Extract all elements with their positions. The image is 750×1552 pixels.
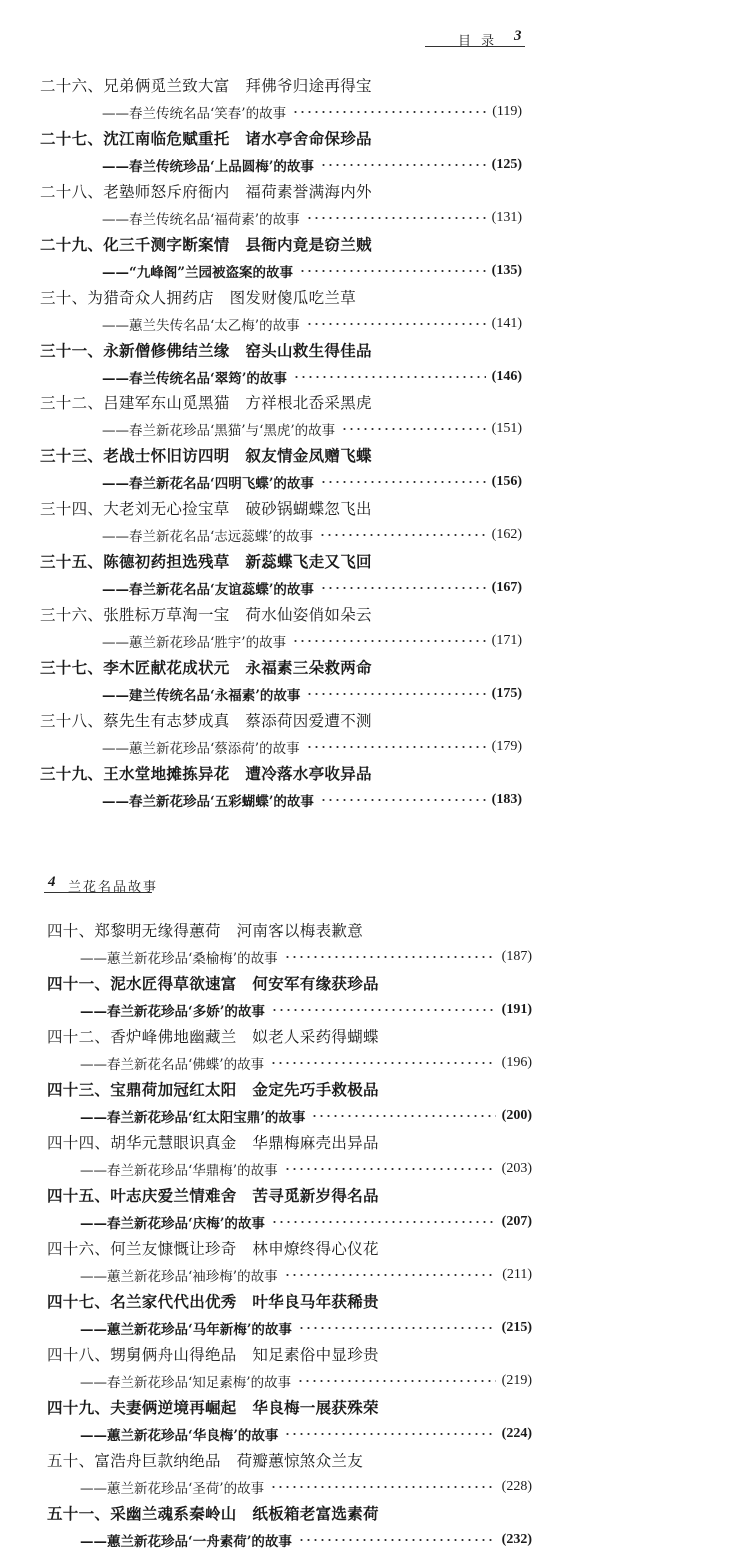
toc-entry-page: (196) [501, 1055, 532, 1070]
toc-entry-title: 三十五、陈德初药担选残草 新蕊蝶飞走又飞回 [40, 552, 372, 572]
header-title: 目 录 [458, 34, 498, 49]
toc-entry-title: 五十、富浩舟巨款纳绝品 荷瓣蕙惊煞众兰友 [47, 1452, 364, 1470]
toc-entry [40, 764, 522, 812]
leader-dots [284, 1268, 497, 1282]
toc-entry-title: 三十三、老战士怀旧访四明 叙友情金凤赠飞蝶 [40, 446, 372, 466]
toc-entry-page: (224) [501, 1426, 532, 1441]
toc-entry-title: 二十八、老塾师怒斥府衙内 福荷素誉满海内外 [40, 182, 372, 201]
toc-entry-page: (131) [491, 209, 522, 225]
toc-entry [47, 1186, 532, 1234]
toc-entry-subtitle: ——蕙兰新花珍品‘胜宇’的故事 [102, 635, 287, 651]
toc-entry-subtitle: ——蕙兰新花珍品‘袖珍梅’的故事 [80, 1269, 278, 1285]
toc-entry-subtitle: ——蕙兰新花珍品‘一舟素荷’的故事 [80, 1534, 292, 1550]
toc-entry [40, 499, 522, 547]
toc-entry-page: (141) [491, 315, 522, 331]
toc-entry [47, 1080, 532, 1128]
toc-entry-subtitle: ——蕙兰新花珍品‘圣荷’的故事 [80, 1481, 265, 1497]
toc-entry-title: 四十四、胡华元慧眼识真金 华鼎梅麻壳出异品 [47, 1134, 379, 1152]
leader-dots [311, 1109, 495, 1123]
toc-entry-subtitle-row [102, 631, 522, 651]
toc-entry-title: 二十七、沈江南临危赋重托 诸水亭舍命保珍品 [40, 128, 372, 148]
toc-entry-subtitle: ——春兰传统名品‘翠筠’的故事 [102, 370, 287, 387]
toc-entry-subtitle-row [102, 155, 522, 175]
toc-entry-subtitle-row [102, 419, 522, 439]
toc-entry [40, 235, 522, 283]
toc-entry-page: (171) [491, 633, 522, 648]
leader-dots [320, 581, 486, 595]
toc-entry-title: 三十八、蔡先生有志梦成真 蔡添荷因爱遭不测 [40, 711, 372, 730]
toc-entry [40, 605, 522, 653]
toc-entry-subtitle: ——建兰传统名品‘永福素’的故事 [102, 687, 301, 704]
toc-entry-page: (146) [491, 368, 522, 384]
toc-entry [40, 76, 522, 124]
toc-entry-subtitle: ——春兰新花珍品‘黑猫’与‘黑虎’的故事 [102, 423, 336, 440]
toc-entry-title: 四十二、香炉峰佛地幽藏兰 姒老人采药得蝴蝶 [47, 1028, 379, 1046]
toc-entry-title: 三十七、李木匠献花成状元 永福素三朵救两命 [40, 657, 372, 677]
toc-entry-subtitle-row [102, 737, 522, 757]
toc-entry-page: (228) [501, 1479, 532, 1494]
toc-entry-title: 四十、郑黎明无缘得蕙荷 河南客以梅表歉意 [47, 922, 364, 940]
toc-entry-page: (219) [501, 1373, 532, 1388]
toc-entry-page: (232) [501, 1532, 532, 1547]
toc-entry-subtitle-row [80, 1000, 532, 1020]
toc-entry-subtitle-row [80, 1159, 532, 1179]
toc-entry-subtitle: ——春兰新花珍品‘五彩蝴蝶’的故事 [102, 793, 314, 810]
toc-entry [47, 1345, 532, 1393]
toc-entry-page: (167) [491, 580, 522, 596]
toc-entry-subtitle: ——春兰新花名品‘友谊蕊蝶’的故事 [102, 582, 314, 599]
toc-entry-page: (151) [491, 421, 522, 437]
toc-entry-title: 三十九、王水堂地摊拣异花 遭冷落水亭收异品 [40, 763, 372, 783]
toc-entry-subtitle: ——春兰传统名品‘福荷素’的故事 [102, 211, 300, 228]
toc-entry [47, 974, 532, 1022]
toc-entry-subtitle-row [102, 790, 522, 810]
toc-entry-page: (207) [501, 1214, 532, 1229]
toc-entry-subtitle-row [102, 102, 522, 122]
leader-dots [320, 158, 486, 172]
toc-entry-title: 三十六、张胜标万草淘一宝 荷水仙姿俏如朵云 [40, 606, 372, 624]
toc-entry-subtitle-row [80, 1530, 532, 1550]
toc-entry-subtitle-row [102, 684, 522, 704]
toc-entry-subtitle: ——“九峰阁”兰园被盗案的故事 [102, 264, 294, 281]
toc-entry-subtitle: ——春兰新花名品‘志远蕊蝶’的故事 [102, 529, 314, 546]
toc-entry-title: 四十九、夫妻俩逆境再崛起 华良梅一展获殊荣 [47, 1398, 379, 1417]
toc-entry-subtitle: ——蕙兰失传名品‘太乙梅’的故事 [102, 317, 300, 334]
toc-entry-subtitle-row [80, 1477, 532, 1497]
leader-dots [271, 1215, 496, 1229]
toc-entry [40, 446, 522, 494]
toc-entry-page: (119) [492, 104, 522, 119]
toc-entry [40, 711, 522, 759]
leader-dots [270, 1056, 496, 1070]
leader-dots [319, 528, 486, 542]
toc-entry-subtitle: ——春兰新花珍品‘多娇’的故事 [80, 1004, 265, 1020]
toc-entry-title: 二十九、化三千测字断案情 县衙内竟是窃兰贼 [40, 234, 372, 254]
toc-entry-subtitle-row [102, 314, 522, 334]
toc-entry [40, 288, 522, 336]
toc-entry [47, 1027, 532, 1075]
toc-entry [47, 1504, 532, 1552]
toc-entry [40, 658, 522, 706]
toc-entry-page: (179) [491, 738, 522, 754]
toc-entry-title: 三十、为猎奇众人拥药店 图发财傻瓜吃兰草 [40, 288, 357, 307]
leader-dots [284, 1162, 496, 1176]
toc-entry-subtitle-row [80, 1053, 532, 1073]
toc-entry-subtitle-row [80, 1371, 532, 1391]
toc-entry-title: 四十三、宝鼎荷加冠红太阳 金定先巧手救极品 [47, 1080, 379, 1099]
toc-entry-title: 四十五、叶志庆爱兰情难舍 苦寻觅新岁得名品 [47, 1186, 379, 1205]
toc-entry-subtitle-row [80, 1318, 532, 1338]
toc-entry-subtitle: ——春兰新花珍品‘知足素梅’的故事 [80, 1375, 292, 1391]
leader-dots [320, 475, 486, 489]
leader-dots [320, 793, 486, 807]
toc-entry-title: 二十六、兄弟俩觅兰致大富 拜佛爷归途再得宝 [40, 77, 372, 95]
toc-entry-page: (183) [491, 791, 522, 807]
page-header-3 [0, 28, 750, 58]
toc-entry-subtitle-row [102, 367, 522, 387]
header-rule [425, 46, 525, 47]
toc-entry-page: (200) [501, 1108, 532, 1123]
toc-entry-title: 四十一、泥水匠得草欲速富 何安军有缘获珍品 [47, 974, 379, 993]
header-title: 兰花名品故事 [68, 880, 159, 895]
toc-entry [47, 1451, 532, 1499]
toc-entry-subtitle-row [102, 261, 522, 281]
leader-dots [271, 1003, 496, 1017]
toc-entry-title: 四十六、何兰友慷慨让珍奇 林申燎终得心仪花 [47, 1240, 379, 1258]
toc-entry-subtitle: ——蕙兰新花珍品‘马年新梅’的故事 [80, 1322, 292, 1338]
toc-entry-subtitle: ——蕙兰新花珍品‘桑榆梅’的故事 [80, 951, 278, 967]
toc-entry-title: 五十一、采幽兰魂系秦岭山 纸板箱老富选素荷 [47, 1504, 379, 1523]
toc-entry [47, 921, 532, 969]
leader-dots [270, 1480, 496, 1494]
toc-entry [47, 1239, 532, 1287]
toc-entry-subtitle: ——春兰新花珍品‘华鼎梅’的故事 [80, 1163, 278, 1179]
leader-dots [299, 264, 486, 278]
toc-entry [47, 1133, 532, 1181]
leader-dots [298, 1533, 496, 1547]
leader-dots [284, 1427, 495, 1441]
leader-dots [306, 317, 486, 331]
leader-dots [284, 950, 496, 964]
toc-entry-title: 三十一、永新僧修佛结兰缘 窑头山救生得佳品 [40, 340, 372, 360]
toc-entry [47, 1398, 532, 1446]
toc-entry-title: 四十八、甥舅俩舟山得绝品 知足素俗中显珍贵 [47, 1346, 379, 1364]
leader-dots [306, 740, 486, 754]
toc-entry-subtitle-row [102, 578, 522, 598]
leader-dots [298, 1321, 496, 1335]
toc-entry-page: (191) [501, 1002, 532, 1017]
leader-dots [306, 687, 485, 701]
leader-dots [341, 422, 486, 436]
toc-entry [40, 552, 522, 600]
toc-entry [40, 129, 522, 177]
page-header-4 [0, 874, 750, 904]
toc-entry-subtitle-row [102, 525, 522, 545]
toc-entry-subtitle-row [102, 472, 522, 492]
toc-entry-subtitle-row [80, 1106, 532, 1126]
toc-entry-page: (162) [491, 527, 522, 543]
toc-entry-page: (187) [501, 949, 532, 964]
toc-entry [40, 182, 522, 230]
toc-entry-page: (215) [501, 1320, 532, 1335]
toc-entry-title: 四十七、名兰家代代出优秀 叶华良马年获稀贵 [47, 1292, 379, 1311]
toc-entry-title: 三十四、大老刘无心捡宝草 破砂锅蝴蝶忽飞出 [40, 500, 372, 519]
toc-entry-subtitle: ——春兰新花名品‘四明飞蝶’的故事 [102, 476, 314, 493]
toc-entry-subtitle: ——春兰新花名品‘佛蝶’的故事 [80, 1057, 265, 1073]
toc-entry-subtitle-row [80, 1424, 532, 1444]
toc-entry-subtitle: ——蕙兰新花珍品‘蔡添荷’的故事 [102, 740, 300, 757]
toc-entry-page: (156) [491, 474, 522, 490]
toc-entry-subtitle: ——春兰传统名品‘笑春’的故事 [102, 106, 287, 122]
toc-entry [40, 393, 522, 441]
toc-entry-subtitle-row [80, 1212, 532, 1232]
toc-entry-subtitle: ——春兰新花珍品‘红太阳宝鼎’的故事 [80, 1110, 306, 1126]
leader-dots [292, 105, 486, 119]
toc-entry [47, 1292, 532, 1340]
page-number: 3 [514, 28, 522, 44]
toc-entry-title: 三十二、吕建军东山觅黑猫 方祥根北岙采黑虎 [40, 394, 372, 413]
toc-entry-subtitle: ——春兰新花珍品‘庆梅’的故事 [80, 1216, 265, 1232]
toc-entry-subtitle-row [102, 208, 522, 228]
toc-entry-subtitle: ——春兰传统珍品‘上品圆梅’的故事 [102, 158, 314, 175]
leader-dots [306, 211, 486, 225]
toc-entry-page: (175) [491, 685, 522, 701]
toc-entry [40, 341, 522, 389]
leader-dots [292, 634, 486, 648]
toc-entry-subtitle: ——蕙兰新花珍品‘华良梅’的故事 [80, 1428, 279, 1444]
leader-dots [297, 1374, 496, 1388]
leader-dots [293, 370, 486, 384]
toc-entry-page: (125) [491, 156, 522, 172]
toc-entry-page: (211) [502, 1267, 532, 1282]
toc-entry-subtitle-row [80, 1265, 532, 1285]
page-number: 4 [48, 874, 56, 890]
header-rule [44, 892, 152, 893]
toc-entry-page: (203) [501, 1161, 532, 1176]
toc-entry-subtitle-row [80, 947, 532, 967]
toc-entry-page: (135) [491, 262, 522, 278]
